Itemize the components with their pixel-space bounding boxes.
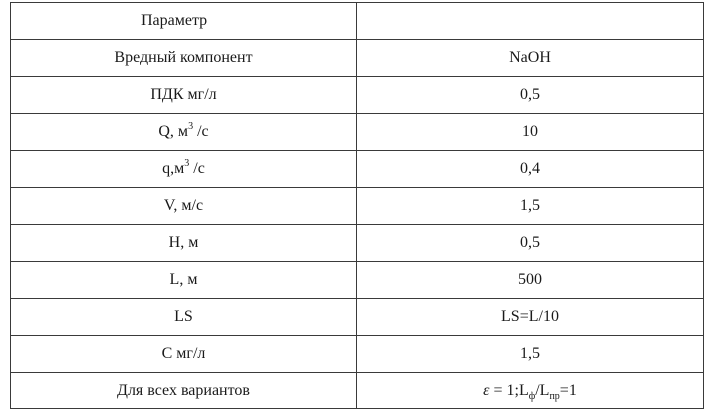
param-cell: C мг/л <box>11 336 357 373</box>
table-row <box>11 262 704 299</box>
param-cell: ПДК мг/л <box>11 77 357 114</box>
param-cell <box>11 114 357 151</box>
param-superscript: 3 <box>184 157 190 169</box>
value-part: = 1;L <box>489 381 529 399</box>
value-cell: LS=L/10 <box>357 299 704 336</box>
value-cell: 10 <box>357 114 704 151</box>
table-row <box>11 151 704 188</box>
param-cell <box>11 151 357 188</box>
param-cell: L, м <box>11 262 357 299</box>
param-cell: V, м/с <box>11 188 357 225</box>
param-base: Q, м <box>158 123 189 140</box>
value-cell: 0,5 <box>357 77 704 114</box>
header-param-cell: Параметр <box>11 3 357 40</box>
value-part: /L <box>535 381 550 399</box>
value-cell: 1,5 <box>357 336 704 373</box>
value-cell: 0,5 <box>357 225 704 262</box>
value-cell: 500 <box>357 262 704 299</box>
param-cell: LS <box>11 299 357 336</box>
table-row <box>11 225 704 262</box>
param-cell: Вредный компонент <box>11 40 357 77</box>
epsilon-symbol: ε <box>483 381 490 399</box>
header-value-cell <box>357 3 704 40</box>
value-cell <box>357 373 704 409</box>
param-cell: Для всех вариантов <box>11 373 357 409</box>
param-tail: /с <box>189 160 205 177</box>
param-tail: /с <box>193 123 209 140</box>
value-subscript: пр <box>549 390 560 402</box>
value-cell: 1,5 <box>357 188 704 225</box>
value-subscript: ф <box>528 390 536 402</box>
table-row <box>11 336 704 373</box>
table-header-row <box>11 3 704 40</box>
parameters-table <box>10 2 704 409</box>
table-row <box>11 299 704 336</box>
value-part: =1 <box>559 381 577 399</box>
value-cell: 0,4 <box>357 151 704 188</box>
table-row <box>11 77 704 114</box>
param-cell: H, м <box>11 225 357 262</box>
value-cell: NaOH <box>357 40 704 77</box>
table-row <box>11 40 704 77</box>
param-base: q,м <box>162 160 185 177</box>
table-row <box>11 373 704 409</box>
table-row <box>11 114 704 151</box>
table-row <box>11 188 704 225</box>
param-superscript: 3 <box>188 120 194 132</box>
